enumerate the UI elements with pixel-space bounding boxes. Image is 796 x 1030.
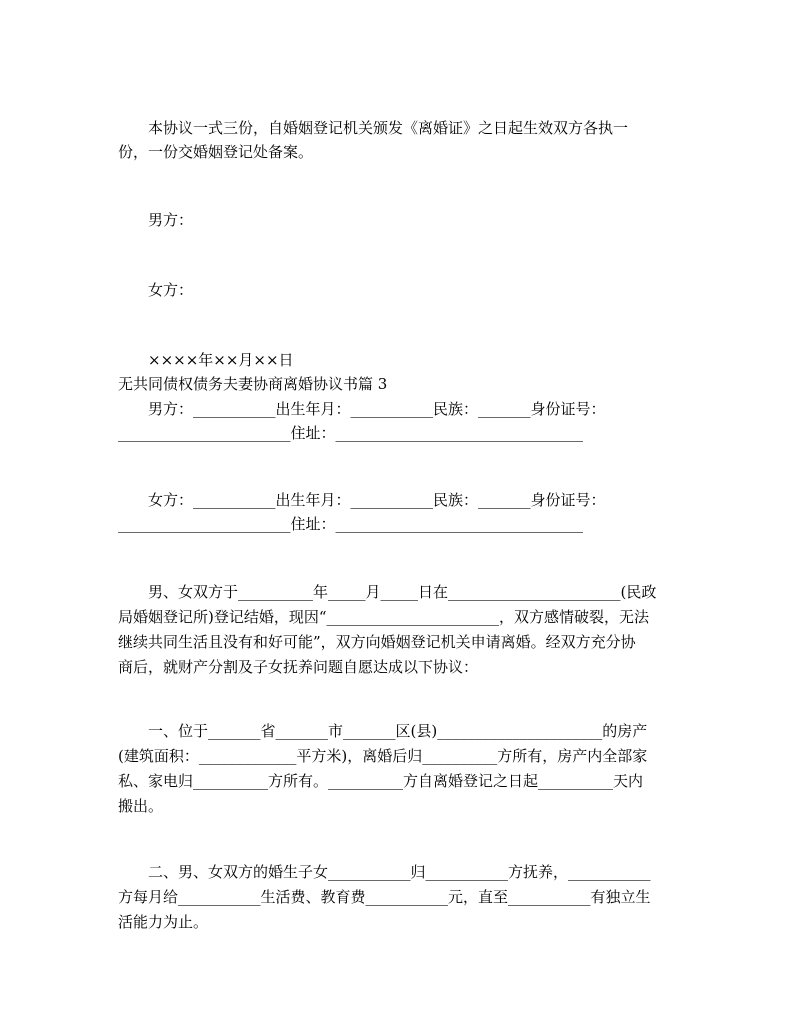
female-signature-label: 女方： xyxy=(148,281,194,299)
clause-1-line-4: 搬出。 xyxy=(118,797,164,815)
copies-para-line-1: 本协议一式三份，自婚姻登记机关颁发《离婚证》之日起生效双方各执一 xyxy=(148,119,629,137)
intro-para-line-2: 局婚姻登记所)登记结婚，现因“_______________________，双方感情破裂，无法 xyxy=(118,608,650,626)
date-line: ××××年××月××日 xyxy=(148,351,294,369)
intro-para-line-3: 继续共同生活且没有和好可能”，双方向婚姻登记机关申请离婚。经双方充分协 xyxy=(118,633,636,651)
clause-2-line-1: 二、男、女双方的婚生子女___________归___________方抚养，___________ xyxy=(148,863,651,881)
clause-1-line-3: 私、家电归__________方所有。__________方自离婚登记之日起__________天内 xyxy=(118,772,644,790)
copies-para-line-2: 份，一份交婚姻登记处备案。 xyxy=(118,143,314,161)
male-info-line-1: 男方：___________出生年月：___________民族：_______身份证号： xyxy=(148,400,606,418)
female-info-line-1: 女方：___________出生年月：___________民族：_______身份证号： xyxy=(148,491,606,509)
male-signature-label: 男方： xyxy=(148,211,194,229)
clause-1-line-2: (建筑面积：_____________平方米)，离婚后归__________方所有，房产内全部家 xyxy=(118,747,648,765)
intro-para-line-4: 商后，就财产分割及子女抚养问题自愿达成以下协议： xyxy=(118,658,479,676)
intro-para-line-1: 男、女双方于__________年_____月_____日在_______________________(民政 xyxy=(148,583,657,601)
clause-2-line-3: 活能力为止。 xyxy=(118,913,209,931)
section-title: 无共同债权债务夫妻协商离婚协议书篇 3 xyxy=(118,375,388,393)
clause-2-line-2: 方每月给___________生活费、教育费___________元，直至___________有独立生 xyxy=(118,888,651,906)
male-info-line-2: _______________________住址：_________________________________ xyxy=(118,424,584,442)
female-info-line-2: _______________________住址：_________________________________ xyxy=(118,515,584,533)
clause-1-line-1: 一、位于_______省_______市_______区(县)______________________的房产 xyxy=(148,722,648,740)
